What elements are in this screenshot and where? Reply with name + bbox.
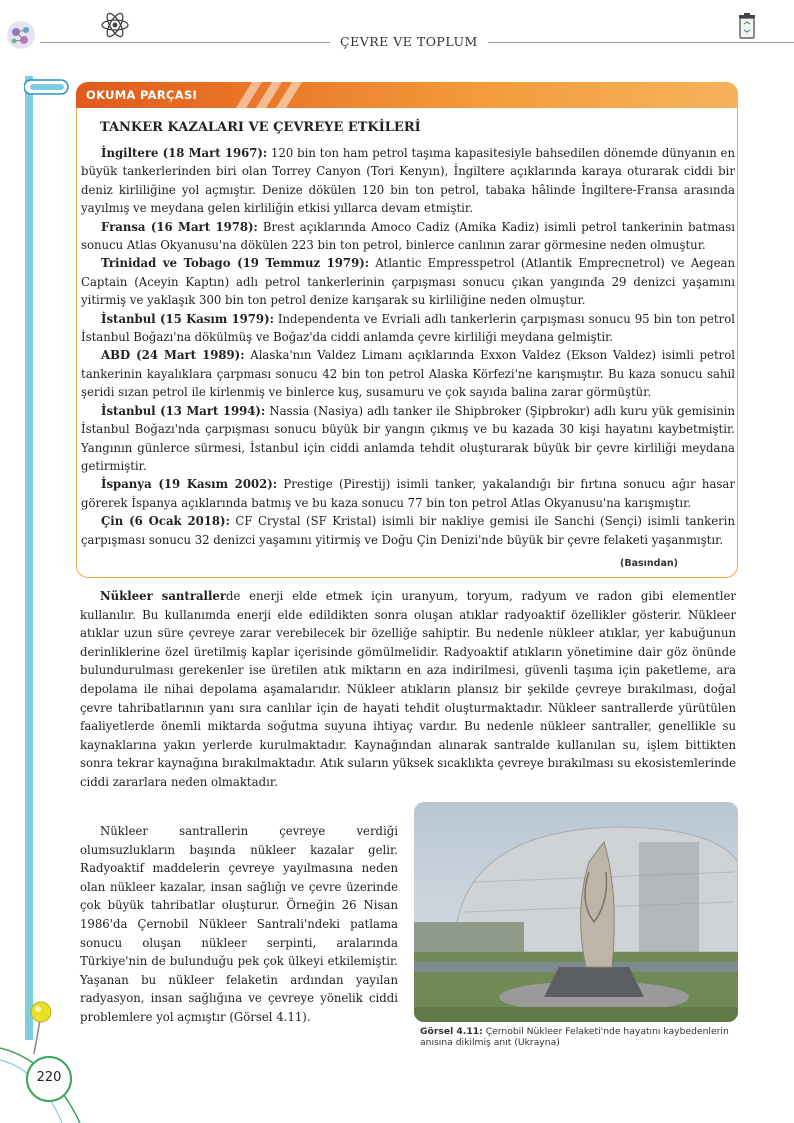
push-pin-icon [26,1000,56,1056]
entry-text: Independenta ve Evriali adlı tankerlerin çarpışması sonucu 95 bin ton petrol İstanbul Boğazı'na dökülmüş ve Boğaz'da ciddi anlamda çevre kirliliği meydana gelmiştir. [81,311,735,345]
main-text: de enerji elde etmek için uranyum, toryum, radyum ve radon gibi elementler kullanılır. Bu kullanımda enerji elde edildikten sonra oluşan atıklar radyoaktif özellikler gösterir. Nükleer atıklar uzun süre çevreye zarar verebilecek bir özelliğe sahiptir. Bu nedenle nükleer atıklar, yer kabuğunun derinliklerine özel üretilmiş kaplar içerisinde gömülmelidir. Radyoaktif atıkların yönetimine dair göz önünde bulundurulması gerekenler ise üretilen atık miktarın en aza indirilmesi, güvenli taşıma için paketleme, ara depolama ile nihai depolama aşamalarıdır. Nükleer atıkların plansız bir şekilde çevreye bırakılması, doğal çevre tahribatlarının yanı sıra canlılar için de hayati tehdit oluşturmaktadır. Nükleer santrallerde yürütülen faaliyetlerde önemli miktarda soğutma suyuna ihtiyaç vardır. Bu nedenle nükleer santraller, genellikle su kaynaklarına yakın yerlerde kurulmaktadır. Kaynağından alınarak santralde kullanılan su, işlem bittikten sonra tekrar kaynağına bırakılmaktadır. Atık suların yüksek sıcaklıkta çevreye bırakılması su ekosistemlerinde ciddi zararlara neden olmaktadır. [80,589,736,789]
figure-caption [420,1026,750,1048]
figure-label: Görsel 4.11: [420,1026,483,1037]
entry-paragraph [81,346,735,401]
entry-date: İstanbul (13 Mart 1994): [101,403,266,418]
entry-paragraph [81,144,735,218]
page-number: 220 [36,1070,62,1085]
entry-text: Atlantic Empresspetrol (Atlantik Empreспetrol) ve Aegean Captain (Aceyin Kaptın) adlı petrol tankerlerinin çarpışması sonucu çıkan yangında 29 denizci yaşamını yitirmiş ve yaklaşık 300 bin ton petrol denize karışarak su kirliliğine neden olmuştur. [81,256,735,308]
figure-caption-text: Çernobil Nükleer Felaketi'nde hayatını kaybedenlerin anısına dikilmiş anıt (Ukrayna) [420,1026,729,1048]
reading-box-title: TANKER KAZALARI VE ÇEVREYE ETKİLERİ [100,120,421,135]
chernobyl-monument-photo [414,802,738,1022]
entry-text: Prestige (Pirestij) isimli tanker, yakalandığı bir fırtına sonucu ağır hasar görerek İspanya açıklarında batmış ve bu kaza sonucu 77 bin ton petrol Atlas Okyanusu'na karışmıştır. [81,477,735,510]
side-text: Nükleer santrallerin çevreye verdiği olumsuzlukların başında nükleer kazalar gelir. Radyoaktif maddelerin çevreye yayılmasına neden olan nükleer kazalar, insan sağlığı ve çevre üzerinde çok büyük tahribatlar oluşturur. Örneğin 26 Nisan 1986'da Çernobil Nükleer Santrali'ndeki patlama sonucu oluşan nükleer serpinti, aralarında Türkiye'nin de bulunduğu pek çok ülkeyi etkilemiştir. Yaşanan bu nükleer felaketin ardından yayılan radyasyon, insan sağlığına ve çevreye yönelik ciddi problemlere yol açmıştır (Görsel 4.11). [80,824,398,1024]
atom-icon [100,10,130,40]
entry-date: İngiltere (18 Mart 1967): [101,146,268,160]
entry-date: Trinidad ve Tobago (19 Temmuz 1979): [101,256,370,271]
entry-paragraph [81,254,735,309]
entry-paragraph [81,512,735,549]
entry-date: Çin (6 Ocak 2018): [101,514,230,529]
entry-date: İstanbul (15 Kasım 1979): [101,311,274,326]
entry-date: Fransa (16 Mart 1978): [101,219,258,234]
entry-date: İspanya (19 Kasım 2002): [101,477,278,492]
entry-text: 120 bin ton ham petrol taşıma kapasitesiyle bahsedilen dönemde dünyanın en büyük tankerlerinden biri olan Torrey Canyon (Tori Kenyın), İngiltere açıklarında karaya oturarak ciddi bir deniz kirliliğine yol açmıştır. Denize dökülen 120 bin ton petrol, tabaka hâlinde İngiltere-Fransa arasında yayılmış ve meydana gelen kirliliğin etkisi yıllarca devam etmiştir. [81,146,735,216]
side-color-bar [25,76,33,1040]
entry-text: Brest açıklarında Amoco Cadiz (Amika Kadiz) isimli petrol tankerinin batması sonucu Atlas Okyanusu'na dökülen 223 bin ton petrol, binlerce canlının zarar görmesine neden olmuştur. [81,219,735,253]
molecule-logo-icon [4,18,38,52]
reading-box-body [81,144,735,549]
recycle-bin-icon [738,12,756,40]
reading-box-label: OKUMA PARÇASI [86,88,198,102]
header-title: ÇEVRE VE TOPLUM [330,34,488,49]
entry-text: Nassia (Nasiya) adlı tanker ile Shipbroker (Şipbrokır) adlı kuru yük gemisinin İstanbul Boğazı'nda çarpışması sonucu büyük bir yangın çıkmış ve bu kazada 30 kişi hayatını kaybetmiştir. Yangının günlerce sürmesi, İstanbul için ciddi anlamda tehdit oluşturarak büyük bir çevre kirliliği meydana getirmiştir. [81,403,736,473]
main-paragraph [80,587,736,792]
header-stripes [226,82,306,108]
entry-text: Alaska'nın Valdez Limanı açıklarında Exxon Valdez (Ekson Valdez) isimli petrol tankerinin kayalıklara çarpması sonucu 42 bin ton petrol Alaska Körfezi'ne karışmıştır. Bu kaza sonucu sahil şeridi sızan petrol ile kirlenmiş ve binlerce kuş, susamuru ve çok sayıda balina zarar görmüştür. [81,348,735,400]
entry-paragraph [81,475,735,512]
entry-paragraph [81,218,735,255]
page-number-badge [26,1056,72,1102]
entry-date: ABD (24 Mart 1989): [101,348,245,363]
main-lead: Nükleer santraller [100,589,227,603]
paperclip-tab-icon [24,78,72,96]
entry-paragraph [81,402,735,476]
source-note: (Basından) [620,558,678,569]
side-paragraph [80,822,398,1027]
entry-paragraph [81,310,735,347]
entry-text: CF Crystal (SF Kristal) isimli bir nakliye gemisi ile Sanchi (Sençi) isimli tankerin çarpışması sonucu 32 denizci yaşamını yitirmiş ve Doğu Çin Denizi'nde büyük bir çevre felaketi yaşanmıştır. [81,514,736,547]
